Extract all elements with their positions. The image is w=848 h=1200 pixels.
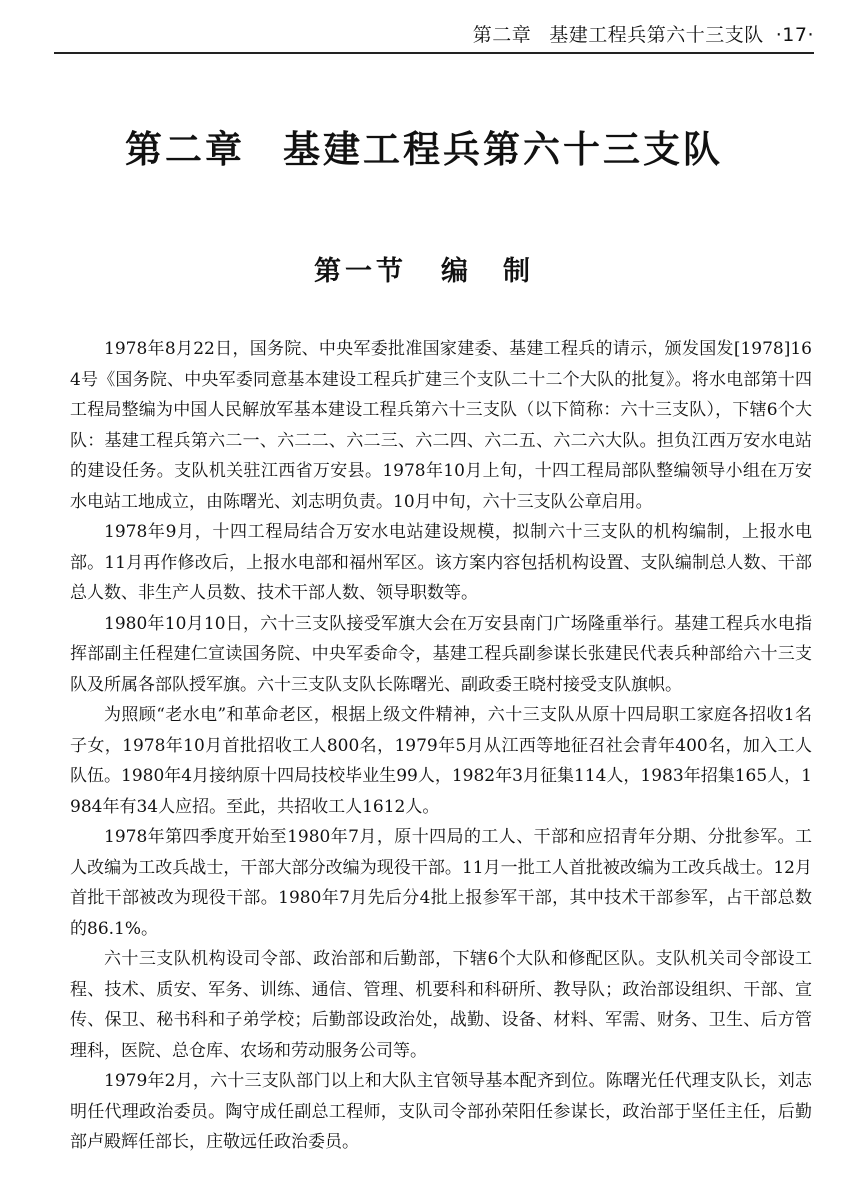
paragraph: 为照顾“老水电”和革命老区，根据上级文件精神，六十三支队从原十四局职工家庭各招收1名子女，1978年10月首批招收工人800名，1979年5月从江西等地征召社会青年400名，加入工人队伍。1980年4月接纳原十四局技校毕业生99人，1982年3月征集114人，1983年招集165人，1984年有34人应招。至此，共招收工人1612人。 [70, 705, 812, 817]
paragraph: 1978年第四季度开始至1980年7月，原十四局的工人、干部和应招青年分期、分批参军。工人改编为工改兵战士，干部大部分改编为现役干部。11月一批工人首批被改编为工改兵战士。12月首批干部被改为现役干部。1980年7月先后分4批上报参军干部，其中技术干部参军，占干部总数的86.1%。 [70, 827, 812, 939]
body-text [70, 334, 812, 1158]
page-number: ·17· [775, 24, 814, 46]
section-title [0, 252, 848, 292]
paragraph: 1978年8月22日，国务院、中央军委批准国家建委、基建工程兵的请示，颁发国发[1978]164号《国务院、中央军委同意基本建设工程兵扩建三个支队二十二个大队的批复》。将水电部第十四工程局整编为中国人民解放军基本建设工程兵第六十三支队（以下简称：六十三支队），下辖6个大队：基建工程兵第六二一、六二二、六二三、六二四、六二五、六二六大队。担负江西万安水电站的建设任务。支队机关驻江西省万安县。1978年10月上旬，十四工程局部队整编领导小组在万安水电站工地成立，由陈曙光、刘志明负责。10月中旬，六十三支队公章启用。 [70, 339, 812, 512]
paragraph: 1979年2月，六十三支队部门以上和大队主官领导基本配齐到位。陈曙光任代理支队长，刘志明任代理政治委员。陶守成任副总工程师，支队司令部孙荣阳任参谋长，政治部于坚任主任，后勤部卢殿辉任部长，庄敬远任政治委员。 [70, 1071, 812, 1152]
chapter-title [0, 126, 848, 174]
paragraph: 六十三支队机构设司令部、政治部和后勤部，下辖6个大队和修配区队。支队机关司令部设工程、技术、质安、军务、训练、通信、管理、机要科和科研所、教导队；政治部设组织、干部、宣传、保卫、秘书科和子弟学校；后勤部设政治处，战勤、设备、材料、军需、财务、卫生、后方管理科，医院、总仓库、农场和劳动服务公司等。 [70, 949, 812, 1061]
section-title-label: 第一节 [314, 256, 407, 287]
section-title-name: 编 制 [441, 256, 534, 287]
chapter-title-name: 基建工程兵第六十三支队 [283, 128, 723, 171]
running-header [54, 22, 814, 54]
header-chapter-name: 基建工程兵第六十三支队 [549, 24, 764, 46]
paragraph: 1978年9月，十四工程局结合万安水电站建设规模，拟制六十三支队的机构编制，上报水电部。11月再作修改后，上报水电部和福州军区。该方案内容包括机构设置、支队编制总人数、干部总人数、非生产人员数、技术干部人数、领导职数等。 [70, 522, 812, 603]
header-chapter-label: 第二章 [472, 24, 532, 46]
paragraph: 1980年10月10日，六十三支队接受军旗大会在万安县南门广场隆重举行。基建工程兵水电指挥部副主任程建仁宣读国务院、中央军委命令，基建工程兵副参谋长张建民代表兵种部给六十三支队及所属各部队授军旗。六十三支队支队长陈曙光、副政委王晓村接受支队旗帜。 [70, 613, 812, 695]
chapter-title-label: 第二章 [125, 128, 245, 171]
